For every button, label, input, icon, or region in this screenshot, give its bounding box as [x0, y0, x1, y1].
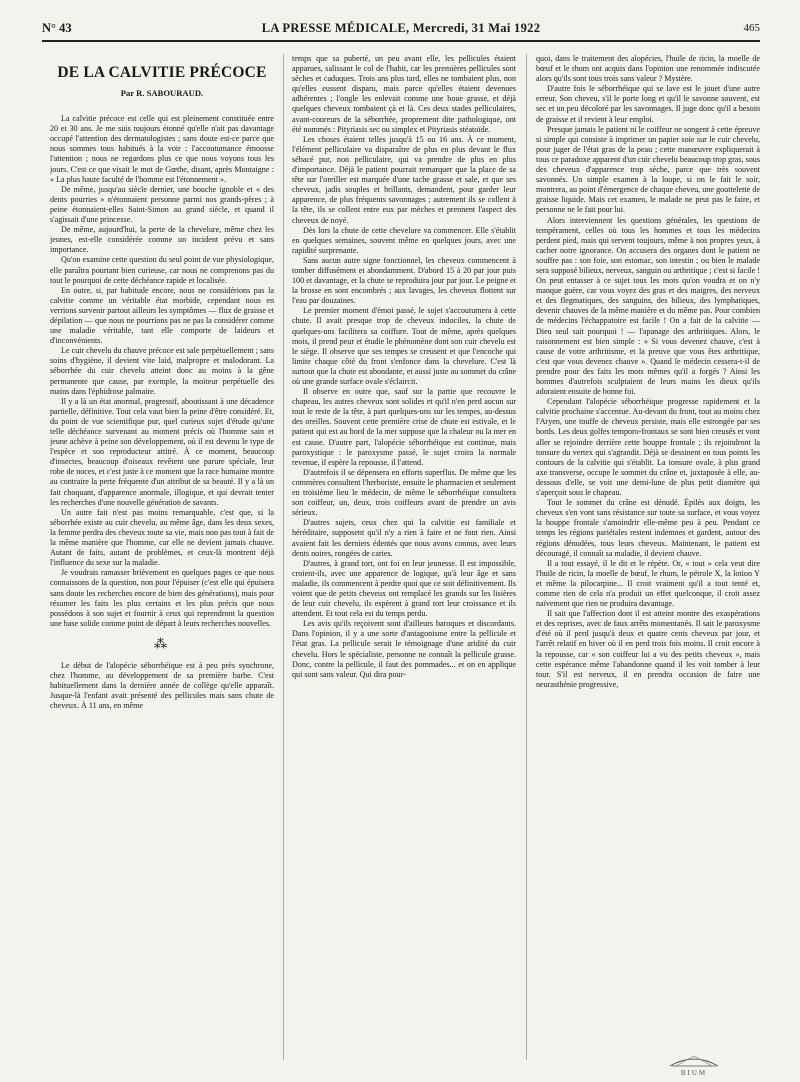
- paragraph: Cependant l'alopécie séborrhéique progresse rapidement et la calvitie prochaine s'accentue. Au-devant du front, tout au moins chez l'Aryen, une touffe de cheveux persiste, mais elle estrongée par ses bords. Les deux golfes temporo-frontaux se sont bien creusés et vont aller se rejoindre derrière cette houppe frontale ; ils rejoindront la tonsure du vertex qui s'agrandit. Déjà se dessinent en tous points les contours de la calvitie qui s'établit. La tonsure ovale, à plus grand axe transverse, occupe le sommet du crâne et, juxtaposée à elle, au-dessous d'elle, se voit une demi-lune de plus petit diamètre qui s'aperçoit sous le chapeau.: [536, 397, 760, 498]
- paragraph: De même, aujourd'hui, la perte de la chevelure, même chez les jeunes, est-elle considérée comme un incident prévu et sans importance.: [50, 225, 274, 255]
- column-1: [50, 54, 274, 1060]
- paragraph: Il sait que l'affection dont il est atteint montre des exaspérations et des reprises, avec de faux arrêts momentanés. Il sait le paroxysme d'été où il perd jusqu'à deux et quatre cents cheveux par jour, et l'arrêt relatif en hiver où il en perd trois fois moins. Il croit encore à la repousse, car « son coiffeur lui a vu des petits cheveux », mais cette espérance même l'abandonne quand il les voit tomber à leur tour. S'il est nerveux, il en prendra occasion de faire une neurasthénie progressive,: [536, 609, 760, 689]
- paragraph: Dès lors la chute de cette chevelure va commencer. Elle s'établit en quelques semaines, souvent même en quelques jours, avec une rapidité surprenante.: [292, 225, 516, 255]
- paragraph: Presque jamais le patient ni le coiffeur ne songent à cette épreuve si simple qui consiste à imprimer un papier soie sur le cuir chevelu, pour juger de l'état gras de la peau ; cette manœuvre expliquerait à tous ce paradoxe apparent d'un cuir chevelu beaucoup trop gras, sous des cheveux d'apparence trop sèche, parce que très souvent savonnés. Un simple examen à la loupe, si on le fait le soir, montrera, au point d'émergence de chaque cheveu, une gouttelette de graisse liquide. Mais cet examen, le malade ne peut pas le faire, et personne ne le fait pour lui.: [536, 124, 760, 215]
- column-1-body: [50, 114, 274, 629]
- paragraph: quoi, dans le traitement des alopécies, l'huile de ricin, la moelle de bœuf et le rhum ont acquis dans l'opinion une renommée indiscutée alors qu'ils sont tous trois sans valeur ? Mystère.: [536, 54, 760, 84]
- column-rule-2: [526, 54, 527, 1060]
- paragraph: Je voudrais ramasser brièvement en quelques pages ce que nous connaissons de la question, non pour l'épuiser (c'est elle qui épuisera sans doute les recherches encore de bien des générations), mais pour résumer les faits les plus certains et les plus précis que nous possédons à son sujet et fournir à ceux qui reprendront la question une base solide comme point de départ à leurs recherches nouvelles.: [50, 568, 274, 628]
- paragraph: D'autres sujets, ceux chez qui la calvitie est familiale et héréditaire, supposent qu'il n'y a rien à faire et ne font rien. Ainsi avaient fait les derniers édentés que nous avons connus, avec leurs dents noires, rongées de caries.: [292, 518, 516, 558]
- paragraph: Il a tout essayé, il le dit et le répète. Or, « tout » cela veut dire l'huile de ricin, la moelle de bœuf, le rhum, le pétrole X, la lotion Y et même la pilocarpine... Il croit vraiment qu'il a tout tenté et, comme rien de cela n'a produit un effet quelconque, il croit assez naïvement que rien ne produira davantage.: [536, 558, 760, 609]
- column-3: [536, 54, 760, 1060]
- paragraph: D'autrefois il se dépensera en efforts superflus. De même que les commères consultent l'herboriste, ensuite le pharmacien et seulement en troisième lieu le médecin, de même le séborrhéique consultera son coiffeur, un, deux, trois coiffeurs avant de prendre un avis sérieux.: [292, 467, 516, 518]
- column-2: [292, 54, 516, 1060]
- article-title: DE LA CALVITIE PRÉCOCE: [57, 64, 267, 81]
- paragraph: Alors interviennent les questions générales, les questions de tempérament, celles où tous les hommes et tous les médecins perdent pied, mais qui servent toujours, même à nos propres yeux, à cacher notre ignorance. On accusera des organes dont le patient ne souffre pas : son foie, son estomac, son intestin ; ou bien le malade sera supposé bilieux, nerveux, sanguin ou arthritique ; c'est si facile ! On peut entasser à ce sujet tous les mots qu'on voudra et on n'y manque guère, car vous voyez des gras et des maigres, des nerveux et des flegmatiques, des sanguins, des bilieux, des lymphatiques, devenir chauves de la même manière et du même pas. Pour combien de médecins l'échappatoire est facile ! On a fait de la calvitie — Dieu seul sait pourquoi ! — l'apanage des arthritiques. Alors, le raisonnement est bien simple : « Si vous devenez chauve, c'est à cause de votre arthritisme, et la preuve que vous êtes arthritique, c'est que vous devenez chauve ». Quand le médecin cessera-t-il de prendre pour des faits les mots mêmes qu'il a forgés ? Ainsi les hommes d'autrefois sculptaient de leurs mains les dieux qu'ils adoraient ensuite de bonne foi.: [536, 215, 760, 397]
- bium-mark-text: BIUM: [680, 1069, 708, 1077]
- page-number: 465: [743, 22, 760, 34]
- paragraph: Il observe en outre que, sauf sur la partie que recouvre le chapeau, les autres cheveux sont solides et qu'il n'en perd aucun sur tout le reste de la tête, à part quelques-uns sur les tempes, au-dessus des oreilles. Souvent cette première crise de chute est estivale, et le patient qui est au bord de la mer suppose que la chaleur ou la mer en est cause. D'autre part, l'alopécie séborrhéique est continue, mais paroxystique : le paroxysme passé, le sujet croira la normale revenue, il espère la repousse, il l'attend.: [292, 387, 516, 467]
- paragraph: D'autre fois le séborrhéique qui se lave est le jouet d'une autre erreur. Son cheveu, s'il le porte long et qu'il le savonne souvent, est sec et un peu décoloré par les savonnages. Il juge donc qu'il a besoin de graisse et il revient à leur emploi.: [536, 84, 760, 124]
- paragraph: temps que sa puberté, un peu avant elle, les pellicules étaient apparues, salissant le col de l'habit, car les premières pellicules sont sèches et caduques. Trois ans plus tard, elles ne tombaient plus, non qu'elles eussent disparu, mais parce qu'elles étaient devenues adhérentes ; l'ongle les enlevait comme une boue grasse, et déjà quelques cheveux tombaient çà et là. Ces deux stades pelliculaires, avant-coureurs de la séborrhée, proprement dite pathologique, ont été nommés : Pityriasis sec ou simplex et Pityriasis stéatoïde.: [292, 54, 516, 134]
- section-separator: ⁂: [154, 635, 170, 651]
- masthead: [42, 18, 760, 42]
- column-rule-1: [283, 54, 284, 1060]
- paragraph: Le début de l'alopécie séborrhéique est à peu près synchrone, chez l'homme, au développement de sa première barbe. C'est habituellement dans la dernière année de collège qu'elle apparaît. Jusque-là l'enfant avait présenté des pellicules mais sans chute de cheveux. À 11 ans, en même: [50, 660, 274, 711]
- paragraph: Le premier moment d'émoi passé, le sujet s'accoutumera à cette chute. Il avait presque trop de cheveux indociles, la chute de quelques-uns facilitera sa coiffure. Tout de même, après quelques mois, il prend peur et étudie le phénomène dont son cuir chevelu est le siège. Il observe que ses tempes se creusent et que l'encoche qui limite chaque côté du front s'enfonce dans la chevelure. C'est là surtout que la chute est abondante, et aussi juste au sommet du crâne où une grande surface ovale s'éclaircit.: [292, 306, 516, 386]
- paragraph: Sans aucun autre signe fonctionnel, les cheveux commencent à tomber diffusément et abondamment. D'abord 15 à 20 par jour puis 100 et davantage, et la chute se reproduira jour par jour. Le peigne et la brosse en sont encombrés ; aux lavages, les cheveux flottent sur l'eau par douzaines.: [292, 255, 516, 306]
- column-2-body: [292, 54, 516, 680]
- paragraph: Les avis qu'ils reçoivent sont d'ailleurs baroques et discordants. Dans l'opinion, il y a une sorte d'antagonisme entre la pellicule et l'état gras. La pellicule serait le témoignage d'une aridité du cuir chevelu. Hors le spécialiste, personne ne connaît la pellicule grasse. Donc, contre la pellicule, il faut des pommades... et on en applique qui sont sans valeur. Qui dira pour-: [292, 619, 516, 679]
- paragraph: En outre, si, par habitude encore, nous ne considérions pas la calvitie comme un véritable état morbide, cependant nous en verrions survenir partout ailleurs les symptômes — flux de graisse et dépilation — que nous ne pourrions pas ne pas la considérer comme une maladie véritable, tant elle comporte de laideurs et d'inconvénients.: [50, 285, 274, 346]
- column-3-body: [536, 54, 760, 690]
- article-byline: Par R. SABOURAUD.: [120, 88, 204, 98]
- column-1-continuation: [50, 661, 274, 711]
- paragraph: Tout le sommet du crâne est dénudé. Épilés aux doigts, les cheveux s'en vont sans résistance sur toute sa surface, et vous voyez la houppe frontale s'amoindrir elle-même peu à peu. Pendant ce temps les régions pariétales restent indemnes et gardent, autour des régions dénudées, tous leurs cheveux. Maintenant, le patient est découragé, il connaît sa maladie, il devient chauve.: [536, 498, 760, 558]
- paragraph: La calvitie précoce est celle qui est pleinement constituée entre 20 et 30 ans. Je me suis toujours étonné qu'elle n'ait pas davantage occupé l'attention des dermatologistes ; sans doute est-ce parce que nous sommes tous habitués à la voir : l'accoutumance émousse l'attention ; nous ne regardons plus ce que nous voyons tous les jours. C'est ce que visait le mot de Gœthe, disant, après Montaigne : « La plus haute faculté de l'homme est l'étonnement ».: [50, 114, 274, 184]
- paragraph: Le cuir chevelu du chauve précoce est sale perpétuellement ; sans soins d'hygiène, il devient vite laid, malpropre et malodorant. La séborrhée du cuir chevelu atteint donc au moins à la gêne permanente que cause, par exemple, la moiteur perpétuelle des mains dans l'éphidrose palmaire.: [50, 346, 274, 396]
- paragraph: Les choses étaient telles jusqu'à 15 ou 16 ans. À ce moment, l'élément pelliculaire va disparaître de plus en plus devant le flux sébacé pur, non pelliculaire, qui va prendre de plus en plus d'importance. Déjà le patient pourrait remarquer que la place de sa tête sur l'oreiller est marquée d'une tache grasse et sale, et que ses cheveux, jadis souples et brillants, demandent, pour garder leur apparence, de plus fréquents savonnages ; autrement ils se collent à la tête, ils se collent entre eux par mèches et prennent l'aspect des cheveux de noyé.: [292, 134, 516, 225]
- paragraph: Qu'on examine cette question du seul point de vue physiologique, elle paraîtra pourtant bien curieuse, car nous ne comprenons pas du tout le pourquoi de cette déchéance rapide et localisée.: [50, 255, 274, 285]
- paragraph: Il y a là un état anormal, progressif, aboutissant à une décadence partielle, définitive. Tout cela vaut bien la peine d'être considéré. Et, du point de vue scientifique pur, quel curieux sujet d'étude qu'une telle déchéance survenant au moment précis où l'homme sain et jeune achève à peine son développement, où il est devenu le type de l'espèce et son reproducteur attitré. À ce moment, beaucoup d'insectes, beaucoup d'oiseaux revêtent une parure spéciale, leur robe de noces, et c'est juste à ce moment que la race humaine montre au contraire la perte fréquente d'un attribut de sa beauté. Il y a là un fait choquant, d'apparence anormale, illogique, et qui devrait tenter les recherches d'une nouvelle génération de savants.: [50, 396, 274, 507]
- paragraph: De même, jusqu'au siècle dernier, une bouche ignoble et « des dents pourries » n'étonnaient personne parmi nos grands-pères ; à peine étonnaient-elles Saint-Simon au grand siècle, et quand il s'agissait d'une princesse.: [50, 184, 274, 225]
- paragraph: Un autre fait n'est pas moins remarquable, c'est que, si la séborrhée existe au cuir chevelu, au même âge, dans les deux sexes, la femme perdra des cheveux toute sa vie, mais non pas tout à fait de la même manière que l'homme, car elle ne devient jamais chauve. Autant de faits, autant de problèmes, et ceux-là montrent déjà l'influence du sexe sur la maladie.: [50, 507, 274, 568]
- journal-title: LA PRESSE MÉDICALE, Mercredi, 31 Mai 1922: [261, 21, 541, 35]
- issue-number: N° 43: [42, 21, 72, 35]
- paragraph: D'autres, à grand tort, ont foi en leur jeunesse. Il est impossible, croient-ils, avec une apparence de logique, qu'à leur âge et sans maladie, ils commencent à perdre quoi que ce soit définitivement. Ils voient que de petits cheveux ont remplacé les grands sur les lisières de leur cuir chevelu, ils espèrent à grand tort leur croissance et ils attendent. Et tout cela est du temps perdu.: [292, 558, 516, 619]
- bium-printer-mark: [664, 1050, 724, 1078]
